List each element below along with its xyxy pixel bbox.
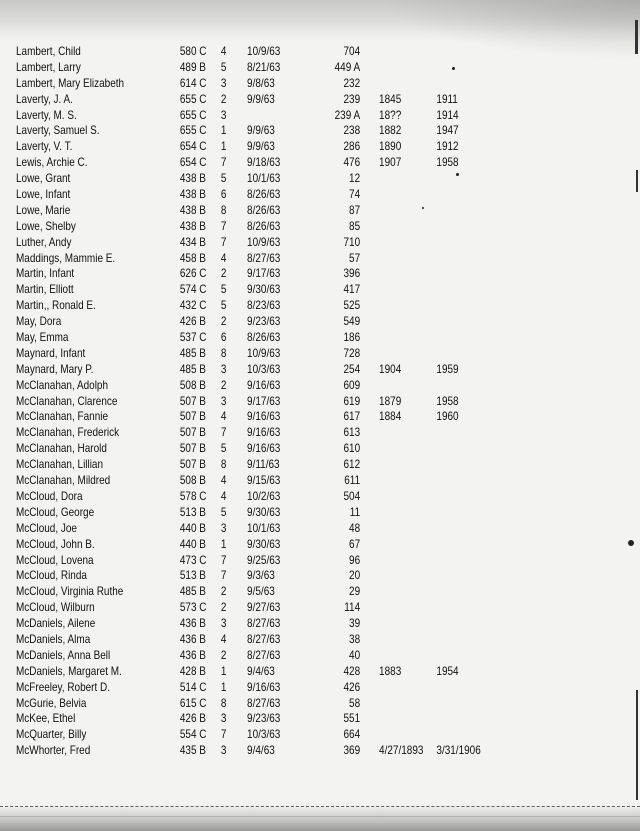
record-section: 508 B: [179, 378, 206, 392]
record-name: Martin, Elliott: [16, 283, 74, 297]
record-section: 428 B: [179, 664, 206, 678]
record-row: 5: [220, 442, 227, 456]
table-row: [16, 171, 486, 187]
record-number: 611: [344, 474, 361, 488]
table-row: [16, 394, 486, 410]
record-number: 286: [343, 140, 361, 154]
record-section: 615 C: [179, 696, 207, 710]
record-name: McCloud, George: [16, 505, 95, 519]
record-number: 704: [343, 45, 361, 58]
table-row: [16, 743, 486, 759]
table-row: [16, 282, 486, 298]
record-date: 9/16/63: [247, 426, 281, 440]
record-date: 8/26/63: [247, 203, 281, 217]
record-date: 9/23/63: [247, 315, 281, 329]
record-number: 87: [349, 203, 361, 217]
record-row: 1: [220, 537, 227, 551]
record-birth-year: 18??: [379, 108, 402, 122]
record-row: 7: [220, 553, 227, 567]
record-name: McCloud, Lovena: [16, 553, 94, 567]
record-name: Lowe, Infant: [16, 188, 71, 202]
record-number: 369: [343, 744, 361, 758]
record-date: 10/9/63: [247, 346, 281, 360]
record-section: 440 B: [179, 537, 206, 551]
record-row: 8: [220, 458, 227, 472]
table-row: [16, 505, 486, 521]
table-row: [16, 473, 486, 489]
record-date: 10/9/63: [247, 45, 281, 58]
record-section: 507 B: [179, 426, 206, 440]
table-row: [16, 362, 486, 378]
record-section: 513 B: [179, 569, 206, 583]
record-name: Lambert, Larry: [16, 60, 81, 74]
record-row: 2: [220, 585, 227, 599]
record-number: 617: [343, 410, 361, 424]
record-name: McDaniels, Ailene: [16, 617, 96, 631]
record-number: 396: [343, 267, 361, 281]
record-row: 7: [220, 569, 227, 583]
record-birth-year: 1904: [379, 362, 402, 376]
record-number: 96: [349, 553, 361, 567]
record-number: 449 A: [334, 60, 361, 74]
record-name: Laverty, Samuel S.: [16, 124, 100, 138]
record-death-year: 1958: [436, 394, 459, 408]
record-name: Martin,, Ronald E.: [16, 299, 96, 313]
record-row: 1: [220, 140, 227, 154]
record-date: 9/9/63: [247, 92, 275, 106]
record-row: 4: [220, 45, 227, 58]
record-date: 9/30/63: [247, 537, 281, 551]
record-section: 435 B: [179, 744, 206, 758]
record-row: 3: [220, 744, 227, 758]
record-section: 514 C: [179, 680, 207, 694]
record-section: 655 C: [179, 108, 207, 122]
record-number: 74: [349, 188, 361, 202]
record-section: 655 C: [179, 92, 207, 106]
record-number: 525: [343, 299, 361, 313]
record-section: 473 C: [179, 553, 207, 567]
record-section: 432 C: [179, 299, 207, 313]
record-row: 3: [220, 521, 227, 535]
record-section: 513 B: [179, 505, 206, 519]
record-section: 485 B: [179, 585, 206, 599]
record-name: McKee, Ethel: [16, 712, 76, 726]
record-date: 9/3/63: [247, 569, 275, 583]
record-number: 57: [349, 251, 361, 265]
record-section: 573 C: [179, 601, 207, 615]
record-date: 9/4/63: [247, 664, 275, 678]
record-date: 9/30/63: [247, 505, 281, 519]
record-number: 40: [349, 648, 361, 662]
record-row: 5: [220, 505, 227, 519]
record-date: 8/27/63: [247, 696, 281, 710]
scan-edge-mark: [636, 170, 638, 192]
record-birth-year: 1890: [379, 140, 402, 154]
record-number: 232: [343, 76, 361, 90]
record-number: 39: [349, 617, 361, 631]
record-row: 7: [220, 728, 227, 742]
record-date: 9/30/63: [247, 283, 281, 297]
table-row: [16, 346, 486, 362]
record-date: 10/3/63: [247, 362, 281, 376]
record-row: 4: [220, 474, 227, 488]
table-row: [16, 664, 486, 680]
record-date: 8/26/63: [247, 219, 281, 233]
table-row: [16, 632, 486, 648]
record-number: 67: [349, 537, 361, 551]
record-row: 3: [220, 394, 227, 408]
record-number: 20: [349, 569, 361, 583]
record-date: 9/25/63: [247, 553, 281, 567]
record-date: 8/23/63: [247, 299, 281, 313]
record-section: 507 B: [179, 458, 206, 472]
record-date: 9/11/63: [247, 458, 280, 472]
record-number: 710: [343, 235, 361, 249]
record-date: 9/16/63: [247, 378, 281, 392]
record-death-year: 1912: [436, 140, 459, 154]
record-date: 9/8/63: [247, 76, 275, 90]
record-birth-year: 1907: [379, 156, 402, 170]
record-number: 239: [343, 92, 361, 106]
table-row: [16, 76, 486, 92]
record-birth-year: 1883: [379, 664, 402, 678]
record-date: 10/1/63: [247, 521, 281, 535]
record-section: 485 B: [179, 346, 206, 360]
record-name: McClanahan, Mildred: [16, 474, 111, 488]
table-row: [16, 727, 486, 743]
record-section: 626 C: [179, 267, 207, 281]
table-row: [16, 251, 486, 267]
table-row: [16, 44, 486, 60]
record-section: 654 C: [179, 140, 207, 154]
table-row: [16, 330, 486, 346]
record-number: 114: [344, 601, 361, 615]
record-name: McClanahan, Adolph: [16, 378, 109, 392]
record-row: 7: [220, 156, 227, 170]
record-name: Maynard, Infant: [16, 346, 86, 360]
table-row: [16, 266, 486, 282]
record-section: 507 B: [179, 394, 206, 408]
record-row: 7: [220, 219, 227, 233]
record-date: 9/17/63: [247, 394, 281, 408]
record-name: Laverty, J. A.: [16, 92, 73, 106]
record-date: 8/27/63: [247, 617, 281, 631]
scan-edge-mark: [635, 20, 638, 54]
record-number: 609: [343, 378, 361, 392]
record-name: McCloud, Rinda: [16, 569, 87, 583]
record-name: McDaniels, Alma: [16, 632, 91, 646]
record-name: McQuarter, Billy: [16, 728, 87, 742]
table-row: [16, 568, 486, 584]
record-name: McCloud, Virginia Ruthe: [16, 585, 124, 599]
record-section: 489 B: [179, 60, 206, 74]
record-number: 612: [343, 458, 361, 472]
record-date: 10/9/63: [247, 235, 281, 249]
record-name: McDaniels, Margaret M.: [16, 664, 122, 678]
record-name: Luther, Andy: [16, 235, 72, 249]
table-row: [16, 521, 486, 537]
record-number: 238: [343, 124, 361, 138]
record-name: McGurie, Belvia: [16, 696, 87, 710]
record-row: 5: [220, 283, 227, 297]
record-birth-year: 1882: [379, 124, 402, 138]
record-section: 507 B: [179, 410, 206, 424]
record-date: 10/1/63: [247, 172, 281, 186]
ink-speck: [628, 540, 634, 546]
record-date: 9/18/63: [247, 156, 281, 170]
record-date: 9/15/63: [247, 474, 281, 488]
record-date: 9/5/63: [247, 585, 275, 599]
record-date: 8/26/63: [247, 331, 281, 345]
record-number: 48: [349, 521, 361, 535]
record-name: McCloud, Joe: [16, 521, 77, 535]
record-death-year: 1960: [436, 410, 459, 424]
record-row: 4: [220, 251, 227, 265]
record-row: 1: [220, 124, 227, 138]
record-row: 5: [220, 299, 227, 313]
record-name: McClanahan, Frederick: [16, 426, 120, 440]
table-row: [16, 378, 486, 394]
record-death-year: 3/31/1906: [436, 744, 481, 758]
table-row: [16, 155, 486, 171]
table-row: [16, 537, 486, 553]
table-row: [16, 92, 486, 108]
record-section: 614 C: [179, 76, 207, 90]
record-row: 8: [220, 346, 227, 360]
table-row: [16, 187, 486, 203]
table-row: [16, 409, 486, 425]
record-section: 508 B: [179, 474, 206, 488]
record-date: 9/16/63: [247, 680, 281, 694]
table-row: [16, 457, 486, 473]
record-section: 655 C: [179, 124, 207, 138]
table-row: [16, 425, 486, 441]
record-number: 12: [349, 172, 361, 186]
record-name: McFreeley, Robert D.: [16, 680, 111, 694]
record-section: 458 B: [179, 251, 206, 265]
record-death-year: 1911: [436, 92, 458, 106]
record-section: 436 B: [179, 648, 206, 662]
record-row: 8: [220, 203, 227, 217]
record-death-year: 1914: [436, 108, 459, 122]
record-row: 4: [220, 489, 227, 503]
record-section: 580 C: [179, 45, 207, 58]
record-row: 4: [220, 410, 227, 424]
record-row: 6: [220, 331, 227, 345]
record-date: 8/21/63: [247, 60, 281, 74]
record-name: May, Emma: [16, 331, 69, 345]
burial-records-table: [16, 44, 486, 759]
table-row: [16, 139, 486, 155]
record-name: Maddings, Mammie E.: [16, 251, 116, 265]
record-row: 7: [220, 235, 227, 249]
record-date: 8/27/63: [247, 251, 281, 265]
record-date: 9/4/63: [247, 744, 275, 758]
record-birth-year: 1884: [379, 410, 402, 424]
record-section: 426 B: [179, 315, 206, 329]
record-number: 476: [343, 156, 361, 170]
record-number: 619: [343, 394, 361, 408]
record-name: Lewis, Archie C.: [16, 156, 88, 170]
record-name: Lowe, Grant: [16, 172, 71, 186]
record-row: 2: [220, 92, 227, 106]
record-number: 613: [343, 426, 361, 440]
record-date: 9/9/63: [247, 140, 275, 154]
record-number: 610: [343, 442, 361, 456]
record-name: Lowe, Shelby: [16, 219, 76, 233]
record-number: 728: [343, 346, 361, 360]
record-section: 507 B: [179, 442, 206, 456]
record-date: 9/16/63: [247, 442, 281, 456]
record-name: McWhorter, Fred: [16, 744, 91, 758]
table-row: [16, 235, 486, 251]
record-name: McClanahan, Lillian: [16, 458, 104, 472]
record-name: Laverty, V. T.: [16, 140, 73, 154]
record-number: 85: [349, 219, 361, 233]
record-row: 2: [220, 315, 227, 329]
record-row: 2: [220, 267, 227, 281]
record-row: 3: [220, 362, 227, 376]
record-name: McDaniels, Anna Bell: [16, 648, 111, 662]
record-number: 428: [343, 664, 361, 678]
record-row: 5: [220, 172, 227, 186]
table-row: [16, 60, 486, 76]
table-row: [16, 298, 486, 314]
record-death-year: 1954: [436, 664, 459, 678]
record-section: 436 B: [179, 617, 206, 631]
record-section: 654 C: [179, 156, 207, 170]
table-row: [16, 680, 486, 696]
record-section: 440 B: [179, 521, 206, 535]
record-date: 9/17/63: [247, 267, 281, 281]
record-section: 574 C: [179, 283, 207, 297]
record-row: 2: [220, 378, 227, 392]
record-row: 5: [220, 60, 227, 74]
table-row: [16, 696, 486, 712]
scan-shadow-bottom: [0, 805, 640, 831]
record-number: 504: [343, 489, 361, 503]
record-section: 554 C: [179, 728, 207, 742]
record-number: 426: [343, 680, 361, 694]
record-row: 3: [220, 76, 227, 90]
record-name: Lambert, Mary Elizabeth: [16, 76, 125, 90]
record-section: 438 B: [179, 203, 206, 217]
record-date: 9/16/63: [247, 410, 281, 424]
record-name: McClanahan, Harold: [16, 442, 107, 456]
table-row: [16, 219, 486, 235]
record-section: 578 C: [179, 489, 207, 503]
table-row: [16, 108, 486, 124]
record-number: 239 A: [334, 108, 361, 122]
record-date: 9/27/63: [247, 601, 281, 615]
record-date: 8/27/63: [247, 648, 281, 662]
record-row: 3: [220, 617, 227, 631]
record-section: 434 B: [179, 235, 206, 249]
record-row: 6: [220, 188, 227, 202]
record-section: 436 B: [179, 632, 206, 646]
record-birth-year: 1879: [379, 394, 402, 408]
record-section: 426 B: [179, 712, 206, 726]
record-death-year: 1958: [436, 156, 459, 170]
record-name: McClanahan, Fannie: [16, 410, 109, 424]
table-row: [16, 489, 486, 505]
record-name: McCloud, John B.: [16, 537, 95, 551]
record-birth-year: 4/27/1893: [379, 744, 424, 758]
table-row: [16, 441, 486, 457]
table-row: [16, 648, 486, 664]
record-section: 537 C: [179, 331, 207, 345]
record-row: 8: [220, 696, 227, 710]
record-date: 9/9/63: [247, 124, 275, 138]
record-name: May, Dora: [16, 315, 62, 329]
record-row: 1: [220, 680, 227, 694]
record-section: 485 B: [179, 362, 206, 376]
table-row: [16, 711, 486, 727]
record-name: Martin, Infant: [16, 267, 75, 281]
record-row: 2: [220, 601, 227, 615]
record-number: 254: [343, 362, 361, 376]
scan-edge-mark: [636, 690, 638, 800]
record-date: 10/3/63: [247, 728, 281, 742]
record-name: Lambert, Child: [16, 45, 81, 58]
table-row: [16, 203, 486, 219]
table-row: [16, 600, 486, 616]
record-row: 3: [220, 712, 227, 726]
table-row: [16, 123, 486, 139]
record-date: 10/2/63: [247, 489, 281, 503]
record-number: 549: [343, 315, 361, 329]
record-section: 438 B: [179, 172, 206, 186]
record-row: 1: [220, 664, 227, 678]
record-row: 3: [220, 108, 227, 122]
record-row: 7: [220, 426, 227, 440]
record-date: 9/23/63: [247, 712, 281, 726]
record-row: 4: [220, 632, 227, 646]
record-row: 2: [220, 648, 227, 662]
table-row: [16, 314, 486, 330]
record-name: Laverty, M. S.: [16, 108, 77, 122]
record-number: 551: [343, 712, 361, 726]
record-name: McCloud, Wilburn: [16, 601, 95, 615]
record-name: Lowe, Marie: [16, 203, 71, 217]
table-row: [16, 584, 486, 600]
record-number: 29: [349, 585, 361, 599]
record-number: 186: [343, 331, 361, 345]
record-name: McCloud, Dora: [16, 489, 83, 503]
record-section: 438 B: [179, 219, 206, 233]
record-number: 58: [349, 696, 361, 710]
record-number: 417: [343, 283, 361, 297]
record-death-year: 1959: [436, 362, 459, 376]
record-birth-year: 1845: [379, 92, 402, 106]
record-name: McClanahan, Clarence: [16, 394, 118, 408]
record-number: 664: [343, 728, 361, 742]
record-name: Maynard, Mary P.: [16, 362, 94, 376]
record-number: 11: [349, 505, 361, 519]
record-number: 38: [349, 632, 361, 646]
record-section: 438 B: [179, 188, 206, 202]
table-row: [16, 553, 486, 569]
record-date: 8/26/63: [247, 188, 281, 202]
table-row: [16, 616, 486, 632]
record-death-year: 1947: [436, 124, 459, 138]
record-date: 8/27/63: [247, 632, 281, 646]
